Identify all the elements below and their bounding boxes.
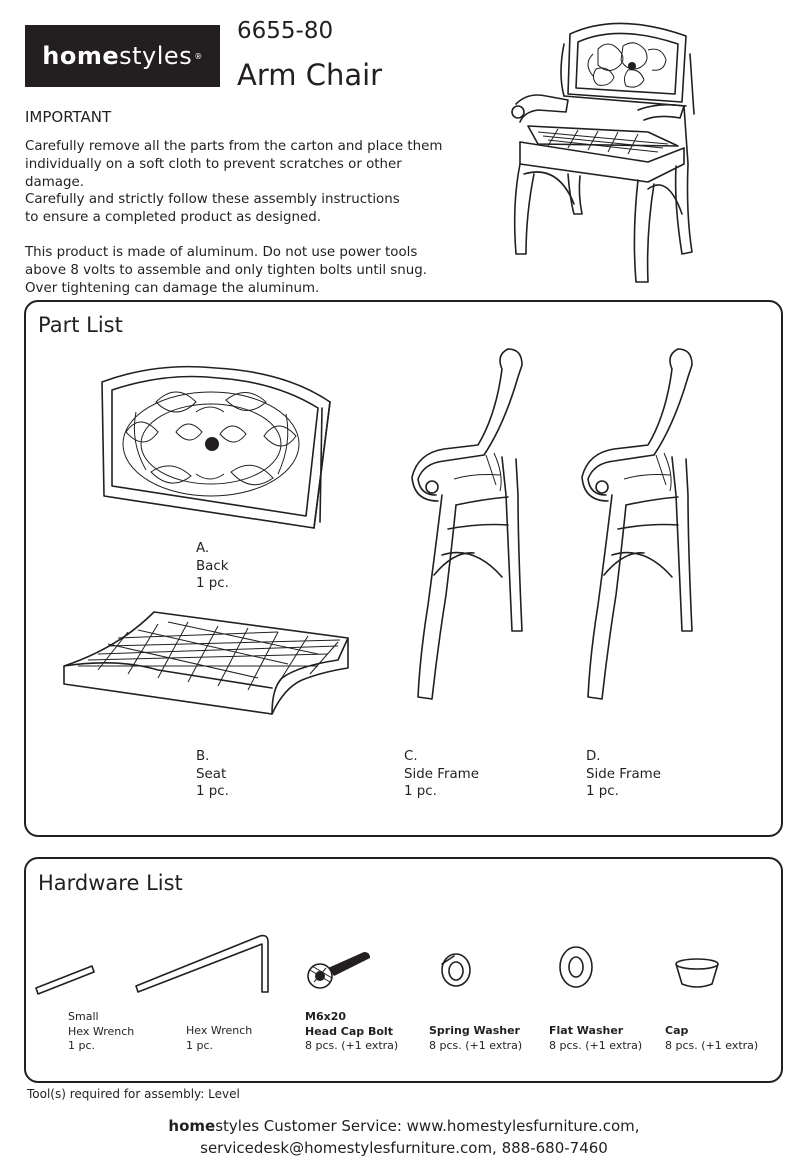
hw-line2: Hex Wrench	[186, 1024, 253, 1037]
intro-p2-line: to ensure a completed product as designed.	[25, 210, 321, 225]
hw-qty: 1 pc.	[186, 1038, 214, 1052]
head-cap-bolt-icon	[302, 946, 372, 992]
part-d-qty: 1 pc.	[586, 784, 619, 799]
model-number: 6655-80	[237, 18, 334, 44]
logo-mark: ®	[194, 51, 203, 61]
part-c-letter: C.	[404, 749, 418, 764]
tools-required-note: Tool(s) required for assembly: Level	[27, 1087, 240, 1101]
intro-p1-line: individually on a soft cloth to prevent scratches or other damage.	[25, 157, 402, 190]
part-d-name: Side Frame	[586, 766, 661, 782]
hw-spring-washer-label	[429, 1024, 522, 1053]
hw-qty: 1 pc.	[68, 1039, 96, 1052]
part-b-letter: B.	[196, 749, 210, 764]
hw-hex-wrench-label	[186, 1024, 252, 1053]
product-title: Arm Chair	[237, 58, 383, 92]
customer-service-footer	[0, 1115, 808, 1159]
seat-part-illustration	[58, 608, 358, 720]
hw-line1: M6x20	[305, 1010, 347, 1023]
part-c-qty: 1 pc.	[404, 784, 437, 799]
hw-cap-label	[665, 1024, 758, 1053]
logo-light: styles	[119, 42, 193, 70]
side-frame-c-illustration	[404, 345, 534, 705]
back-part-illustration	[96, 362, 336, 530]
intro-p3-line: Over tightening can damage the aluminum.	[25, 281, 320, 296]
hw-qty: 8 pcs. (+1 extra)	[429, 1038, 523, 1052]
hw-line2: Head Cap Bolt	[305, 1024, 393, 1038]
part-c-name: Side Frame	[404, 766, 479, 782]
hw-qty: 8 pcs. (+1 extra)	[549, 1038, 643, 1052]
part-list-title: Part List	[38, 313, 123, 337]
intro-paragraph-2	[25, 191, 455, 227]
assembled-chair-illustration	[498, 14, 713, 289]
footer-line-1-text: styles Customer Service: www.homestylesfurniture.com,	[215, 1117, 640, 1135]
intro-p3-line: above 8 volts to assemble and only tighten bolts until snug.	[25, 263, 428, 278]
intro-p1-line: Carefully remove all the parts from the carton and place them	[25, 139, 443, 154]
logo-bold: home	[42, 42, 120, 70]
hw-qty: 8 pcs. (+1 extra)	[665, 1038, 759, 1052]
part-b-qty: 1 pc.	[196, 784, 229, 799]
hw-small-hex-wrench-label	[68, 1010, 134, 1054]
hw-line2: Hex Wrench	[68, 1024, 135, 1038]
intro-paragraph-1	[25, 138, 455, 192]
part-a-qty: 1 pc.	[196, 576, 229, 591]
intro-p3-line: This product is made of aluminum. Do not use power tools	[25, 245, 418, 260]
footer-line-2: servicedesk@homestylesfurniture.com, 888-680-7460	[200, 1139, 608, 1157]
hardware-list-title: Hardware List	[38, 871, 183, 895]
footer-brand-bold: home	[168, 1117, 216, 1135]
hw-line1: Small	[68, 1010, 99, 1023]
important-heading: IMPORTANT	[25, 108, 112, 126]
cap-icon	[672, 956, 722, 990]
hw-line2: Cap	[665, 1024, 689, 1037]
part-c-label	[404, 748, 479, 801]
flat-washer-icon	[556, 944, 596, 990]
part-a-name: Back	[196, 558, 229, 574]
part-a-label	[196, 540, 229, 593]
hex-wrench-icon	[134, 932, 274, 998]
hw-line2: Flat Washer	[549, 1024, 624, 1037]
small-hex-wrench-icon	[32, 960, 100, 996]
part-b-name: Seat	[196, 766, 227, 782]
part-a-letter: A.	[196, 541, 210, 556]
hw-flat-washer-label	[549, 1024, 642, 1053]
hw-line2: Spring Washer	[429, 1024, 520, 1037]
side-frame-d-illustration	[574, 345, 704, 705]
part-b-label	[196, 748, 229, 801]
hw-bolt-label	[305, 1010, 398, 1054]
intro-paragraph-3	[25, 244, 455, 298]
spring-washer-icon	[436, 950, 476, 990]
footer-line-1	[0, 1115, 808, 1137]
part-d-label	[586, 748, 661, 801]
part-d-letter: D.	[586, 749, 601, 764]
brand-logo	[25, 25, 220, 87]
hw-qty: 8 pcs. (+1 extra)	[305, 1039, 399, 1052]
intro-p2-line: Carefully and strictly follow these assembly instructions	[25, 192, 400, 207]
